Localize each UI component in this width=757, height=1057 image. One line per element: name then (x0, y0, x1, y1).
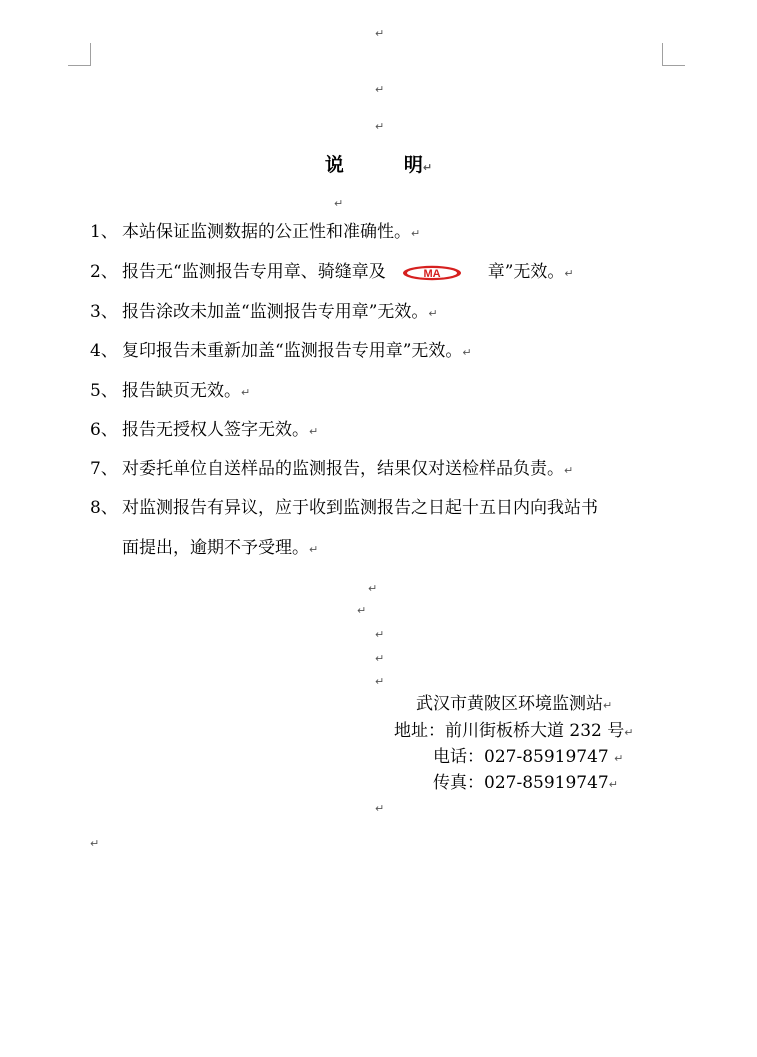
paragraph-mark: ↵ (375, 628, 385, 641)
paragraph-mark: ↵ (411, 227, 421, 240)
org-name: 武汉市黄陂区环境监测站↵ (416, 694, 613, 714)
item-text: 报告无授权人签字无效。 (122, 420, 309, 440)
item-text-before: 报告无“监测报告专用章、骑缝章及 (122, 262, 386, 282)
item-text: 对委托单位自送样品的监测报告，结果仅对送检样品负责。 (122, 459, 564, 479)
paragraph-mark: ↵ (375, 675, 385, 688)
item-text-line-1: 对监测报告有异议，应于收到监测报告之日起十五日内向我站书 (122, 498, 598, 518)
paragraph-mark: ↵ (357, 604, 367, 617)
org-phone: 电话：027-85919747 ↵ (433, 747, 624, 767)
title-char-1: 说 (324, 154, 344, 176)
paragraph-mark: ↵ (614, 752, 624, 765)
item-number: 2、 (90, 262, 118, 282)
crop-mark-top-left (68, 43, 91, 66)
item-number: 1、 (90, 222, 118, 242)
list-item-5 (90, 380, 250, 404)
paragraph-mark: ↵ (564, 464, 574, 477)
item-text-line-2: 面提出，逾期不予受理。 (122, 538, 309, 558)
list-item-7 (90, 458, 573, 482)
paragraph-mark: ↵ (375, 27, 385, 40)
paragraph-mark: ↵ (334, 197, 344, 210)
list-item-1 (90, 221, 420, 245)
list-item-2 (90, 261, 574, 285)
paragraph-mark: ↵ (422, 161, 433, 174)
paragraph-mark: ↵ (564, 267, 574, 280)
item-text: 报告涂改未加盖“监测报告专用章”无效。 (122, 302, 429, 322)
item-number: 7、 (90, 459, 118, 479)
paragraph-mark: ↵ (608, 778, 618, 791)
cma-stamp-icon (402, 265, 462, 281)
cma-stamp-text: MA (423, 267, 441, 280)
item-text: 本站保证监测数据的公正性和准确性。 (122, 222, 411, 242)
list-item-8 (90, 497, 598, 519)
item-number: 5、 (90, 381, 118, 401)
item-text: 报告缺页无效。 (122, 381, 241, 401)
paragraph-mark: ↵ (624, 726, 634, 739)
title-char-2: 明 (403, 154, 423, 176)
item-text-after: 章”无效。 (487, 262, 565, 282)
paragraph-mark: ↵ (90, 837, 100, 850)
paragraph-mark: ↵ (603, 699, 613, 712)
paragraph-mark: ↵ (375, 802, 385, 815)
paragraph-mark: ↵ (309, 425, 319, 438)
org-address: 地址：前川街板桥大道 232 号↵ (394, 721, 634, 741)
list-item-8-continuation (122, 537, 318, 561)
org-fax: 传真：027-85919747↵ (433, 773, 618, 793)
item-text: 复印报告未重新加盖“监测报告专用章”无效。 (122, 341, 463, 361)
list-item-6 (90, 419, 318, 443)
item-number: 6、 (90, 420, 118, 440)
paragraph-mark: ↵ (375, 83, 385, 96)
paragraph-mark: ↵ (428, 307, 438, 320)
paragraph-mark: ↵ (462, 346, 472, 359)
item-number: 8、 (90, 498, 118, 518)
list-item-3 (90, 301, 438, 325)
paragraph-mark: ↵ (241, 386, 251, 399)
crop-mark-top-right (662, 43, 685, 66)
page-title (0, 150, 757, 177)
paragraph-mark: ↵ (368, 582, 378, 595)
paragraph-mark: ↵ (309, 543, 319, 556)
list-item-4 (90, 340, 472, 364)
paragraph-mark: ↵ (375, 120, 385, 133)
paragraph-mark: ↵ (375, 652, 385, 665)
item-number: 3、 (90, 302, 118, 322)
item-number: 4、 (90, 341, 118, 361)
